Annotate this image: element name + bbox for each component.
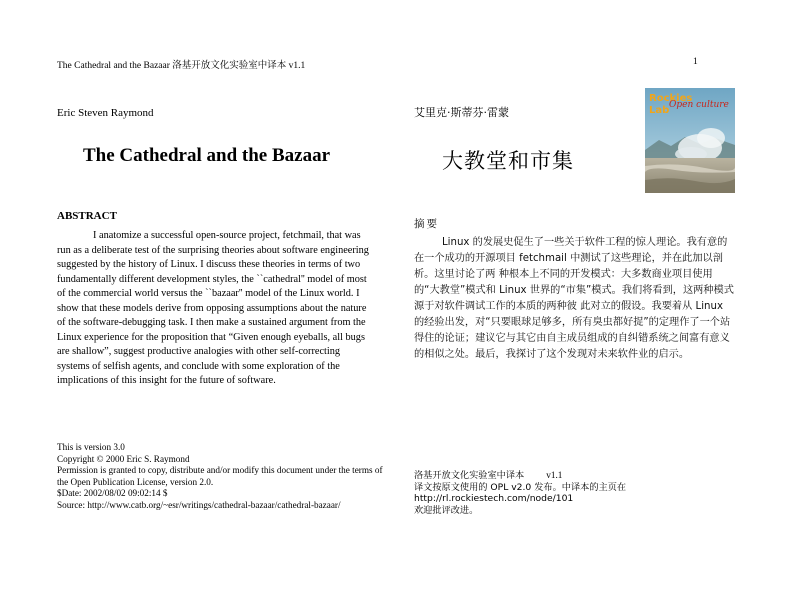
page-number: 1 xyxy=(693,57,698,67)
document-metadata-chinese xyxy=(414,470,744,516)
license-line: 译文按原文使用的 OPL v2.0 发布。中译本的主页在 xyxy=(414,481,627,493)
running-header: The Cathedral and the Bazaar 洛基开放文化实验室中译本 v1.1 xyxy=(57,61,306,71)
source-line: Source: http://www.catb.org/~esr/writings/cathedral-bazaar/cathedral-bazaar/ xyxy=(57,499,341,510)
feedback-line: 欢迎批评改进。 xyxy=(414,504,479,516)
abstract-heading-chinese: 摘要 xyxy=(414,218,439,230)
title-chinese: 大教堂和市集 xyxy=(442,149,574,173)
abstract-heading-english: ABSTRACT xyxy=(57,210,117,222)
abstract-chinese: Linux 的发展史促生了一些关于软件工程的惊人理论。我有意的在一个成功的开源项目 fetchmail 中测试了这些理论，并在此加以剖析。这里讨论了两 种根本上不同的开发模式：大多数商业项目使用的“大教堂”模式和 Linux 世界的“市集”模式。我们将看到，这两种模式源于对软件调试工作的本质的两种彼 此对立的假设。我要着从 Linux 的经验出发，对“只要眼球足够多，所有臭虫都好捉”的定理作了一个站得住的论证；建议它与其它由自主成员组成的自纠错系统之间富有意义的相似之处。最后，我探讨了这个发现对未来软件业的启示。 xyxy=(414,237,734,360)
permission-line: Permission is granted to copy, distribute and/or modify this document under the terms of the Open Publication License, version 2.0. xyxy=(57,465,383,487)
date-line: $Date: 2002/08/02 09:02:14 $ xyxy=(57,488,168,498)
author-chinese: 艾里克·斯蒂芬·雷蒙 xyxy=(414,106,509,119)
publisher-line xyxy=(414,470,744,482)
logo-word-lab: Lab xyxy=(649,105,670,116)
logo-tagline: Open culture xyxy=(669,100,729,110)
publisher-name: 洛基开放文化实验室中译本 xyxy=(414,470,525,481)
rockies-lab-logo xyxy=(645,88,735,193)
title-english: The Cathedral and the Bazaar xyxy=(83,145,330,166)
document-metadata-english xyxy=(57,442,387,511)
copyright-line: Copyright © 2000 Eric S. Raymond xyxy=(57,453,190,464)
author-english: Eric Steven Raymond xyxy=(57,107,154,119)
version-line: This is version 3.0 xyxy=(57,442,125,452)
abstract-english: I anatomize a successful open-source project, fetchmail, that was run as a deliberate test of the surprising theories about software engineering suggested by the history of Linux. I discuss these theories in terms of two fundamentally different development styles, the ``cathedral'' model of most of the commercial world versus the ``bazaar'' model of the Linux world. I show that these models derive from opposing assumptions about the nature of the software-debugging task. I then make a sustained argument from the Linux experience for the proposition that “Given enough eyeballs, all bugs are shallow”, suggest productive analogies with other self-correcting systems of selfish agents, and conclude with some exploration of the implications of this insight for the future of software. xyxy=(57,230,369,386)
homepage-url: http://rl.rockiestech.com/node/101 xyxy=(414,493,574,504)
translation-version: v1.1 xyxy=(546,470,563,480)
logo-word-rockies: Rockies xyxy=(649,93,693,104)
